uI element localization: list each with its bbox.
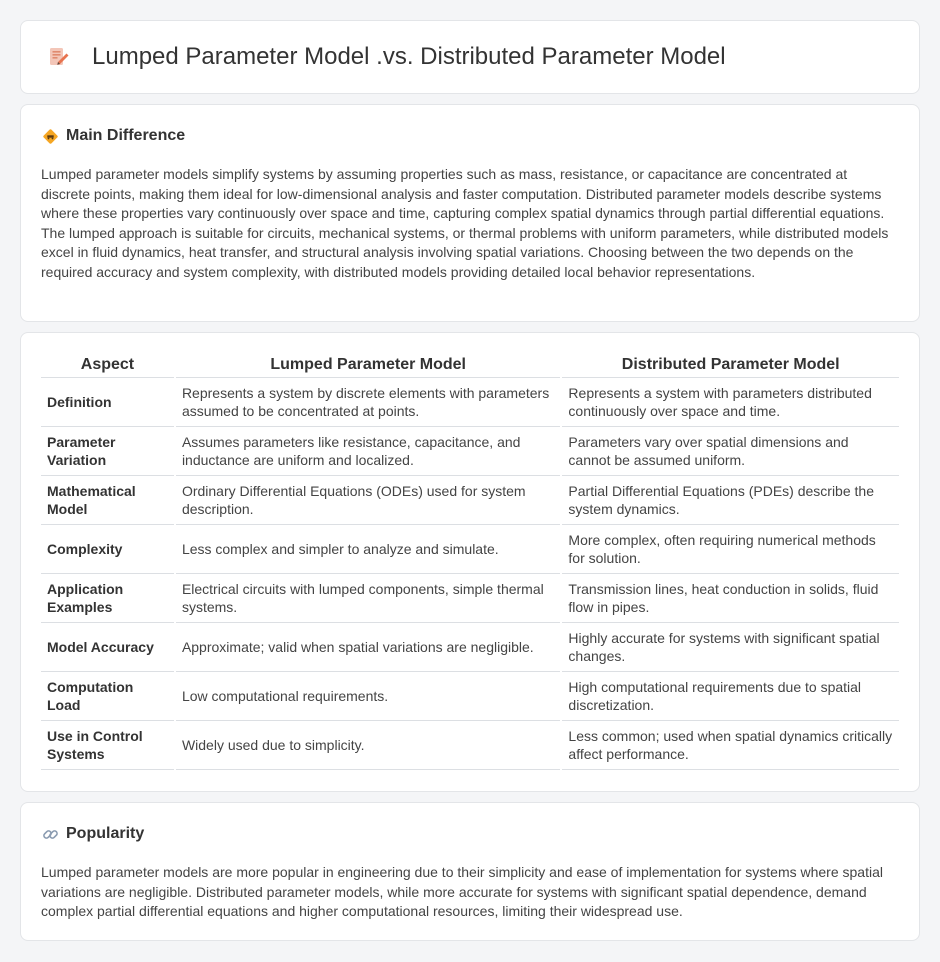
table-row <box>41 672 899 721</box>
row-lumped: Less complex and simpler to analyze and simulate. <box>176 525 560 574</box>
row-lumped: Widely used due to simplicity. <box>176 721 560 770</box>
row-aspect: Use in Control Systems <box>41 721 174 770</box>
table-row <box>41 525 899 574</box>
row-distributed: Represents a system with parameters distributed continuously over space and time. <box>562 378 899 427</box>
table-row <box>41 721 899 770</box>
comparison-card <box>20 332 920 792</box>
row-lumped: Assumes parameters like resistance, capacitance, and inductance are uniform and localized. <box>176 427 560 476</box>
row-distributed: High computational requirements due to spatial discretization. <box>562 672 899 721</box>
table-header-row <box>41 353 899 378</box>
row-lumped: Low computational requirements. <box>176 672 560 721</box>
header-card <box>20 20 920 94</box>
row-distributed: Partial Differential Equations (PDEs) describe the system dynamics. <box>562 476 899 525</box>
table-row <box>41 574 899 623</box>
comparison-table <box>39 353 901 770</box>
row-lumped: Represents a system by discrete elements with parameters assumed to be concentrated at points. <box>176 378 560 427</box>
main-difference-title: Main Difference <box>66 127 186 144</box>
link-icon <box>41 825 59 843</box>
row-aspect: Complexity <box>41 525 174 574</box>
row-distributed: Less common; used when spatial dynamics critically affect performance. <box>562 721 899 770</box>
row-aspect: Model Accuracy <box>41 623 174 672</box>
popularity-title: Popularity <box>66 825 145 842</box>
main-difference-card <box>20 104 920 322</box>
row-aspect: Application Examples <box>41 574 174 623</box>
header-aspect: Aspect <box>41 353 174 378</box>
page-title: Lumped Parameter Model .vs. Distributed Parameter Model <box>92 43 726 70</box>
header-distributed: Distributed Parameter Model <box>562 353 899 378</box>
row-aspect: Definition <box>41 378 174 427</box>
row-lumped: Ordinary Differential Equations (ODEs) used for system description. <box>176 476 560 525</box>
popularity-heading <box>41 825 899 843</box>
row-distributed: Parameters vary over spatial dimensions and cannot be assumed uniform. <box>562 427 899 476</box>
main-difference-text: Lumped parameter models simplify systems by assuming properties such as mass, resistance, or capacitance are concentrated at discrete points, making them ideal for low-dimensional analysis and faster computation. Distributed parameter models describe systems where these properties vary continuously over space and time, capturing complex spatial dynamics through partial differential equations. The lumped approach is suitable for circuits, mechanical systems, or thermal problems with uniform parameters, while distributed models excel in fluid dynamics, heat transfer, and structural analysis involving spatial variations. Choosing between the two depends on the required accuracy and system complexity, with distributed models providing detailed local behavior representations. <box>41 166 889 280</box>
row-aspect: Parameter Variation <box>41 427 174 476</box>
popularity-card <box>20 802 920 941</box>
table-row <box>41 427 899 476</box>
row-distributed: Transmission lines, heat conduction in solids, fluid flow in pipes. <box>562 574 899 623</box>
row-distributed: Highly accurate for systems with significant spatial changes. <box>562 623 899 672</box>
popularity-text: Lumped parameter models are more popular in engineering due to their simplicity and ease of implementation for systems where spatial variations are negligible. Distributed parameter models, while more accurate for systems with significant spatial dependence, demand complex partial differential equations and higher computational resources, limiting their widespread use. <box>41 864 883 919</box>
row-aspect: Mathematical Model <box>41 476 174 525</box>
row-aspect: Computation Load <box>41 672 174 721</box>
diamond-sign-icon <box>41 127 59 145</box>
row-distributed: More complex, often requiring numerical methods for solution. <box>562 525 899 574</box>
row-lumped: Electrical circuits with lumped components, simple thermal systems. <box>176 574 560 623</box>
header-lumped: Lumped Parameter Model <box>176 353 560 378</box>
row-lumped: Approximate; valid when spatial variations are negligible. <box>176 623 560 672</box>
table-row <box>41 378 899 427</box>
table-row <box>41 476 899 525</box>
main-difference-heading <box>41 127 899 145</box>
table-row <box>41 623 899 672</box>
document-pencil-icon <box>46 44 72 70</box>
